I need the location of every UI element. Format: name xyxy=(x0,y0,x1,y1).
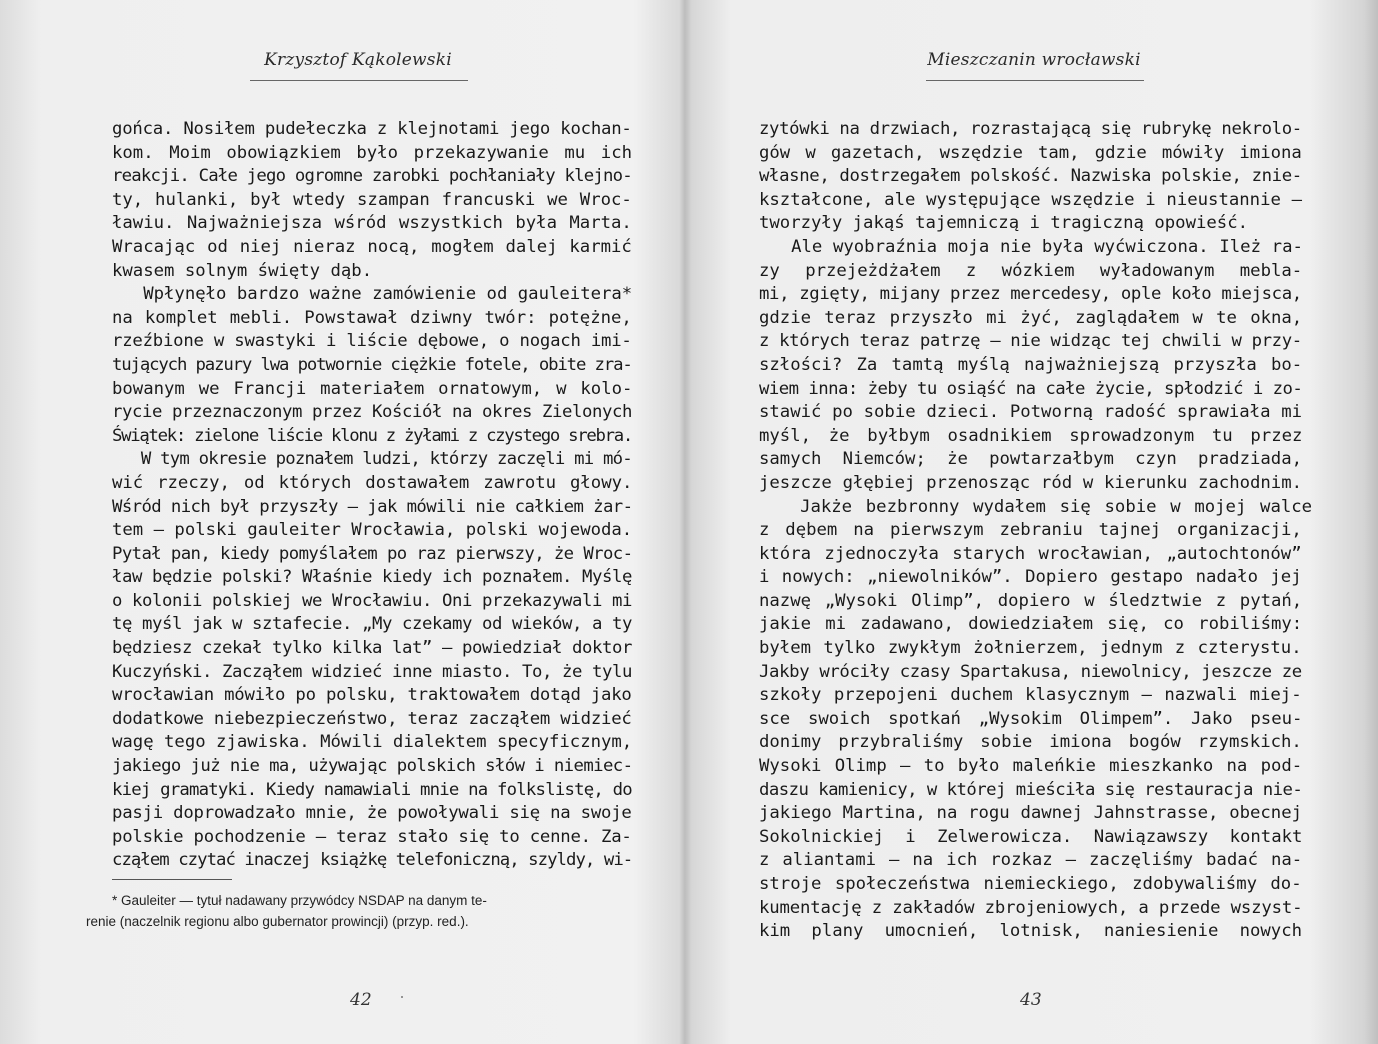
text-line: zy przejeżdżałem z wózkiem wyładowanym mebla- xyxy=(759,260,1303,281)
text-line: jakiego już nie ma, używając polskich słów i niemiec- xyxy=(112,756,633,777)
text-line: będziesz czekał tylko kilka lat” — powiedział doktor xyxy=(112,638,633,659)
text-line: Kuczyński. Zacząłem widzieć inne miasto. To, że tylu xyxy=(112,661,633,682)
text-line: Wysoki Olimp — to było maleńkie mieszkanko na pod- xyxy=(759,756,1303,777)
left-page xyxy=(0,0,688,1044)
text-line: myśl, że byłbym osadnikiem sprowadzonym tu przez xyxy=(759,425,1303,446)
text-line: kom. Moim obowiązkiem było przekazywanie mu ich xyxy=(112,142,632,163)
text-line: która zjednoczyła starych wrocławian, „autochtonów” xyxy=(759,543,1302,564)
text-line: rzeźbione w swastyki i liście dębowe, o nogach imi- xyxy=(112,331,632,352)
text-line: i nowych: „niewolników”. Dopiero gestapo nadało jej xyxy=(759,567,1302,588)
text-line: stawić po sobie dzieci. Potworną radość sprawiała mi xyxy=(759,402,1303,423)
text-line: Jakby wróciły czasy Spartakusa, niewolnicy, jeszcze ze xyxy=(759,661,1302,682)
header-rule xyxy=(926,80,1144,81)
text-line: kiej gramatyki. Kiedy namawiali mnie na folkslistę, do xyxy=(112,779,632,800)
text-line: tworzyły jakąś tajemniczą i tragiczną opowieść. xyxy=(759,213,1248,234)
text-line: Jakże bezbronny wydałem się sobie w mojej walce xyxy=(759,496,1313,517)
text-line: W tym okresie poznałem ludzi, którzy zaczęli mi mó- xyxy=(112,449,632,470)
text-line: sce swoich spotkań „Wysokim Olimpem”. Jako pseu- xyxy=(759,708,1303,729)
running-head-title: Mieszczanin wrocławski xyxy=(927,50,1141,70)
text-line: dodatkowe niebezpieczeństwo, teraz zacząłem widzieć xyxy=(112,708,632,729)
text-line: bowanym we Francji materiałem ornatowym, w kolo- xyxy=(112,378,633,399)
text-line: szkoły przepojeni duchem klasycznym — nazwali miej- xyxy=(759,685,1302,706)
text-line: jeszcze głębiej przenosząc ród w kierunku zachodnim. xyxy=(759,472,1303,493)
text-line: szłości? Za tamtą myślą najważniejszą przyszła bo- xyxy=(759,354,1303,375)
text-line: zytówki na drzwiach, rozrastającą się rubrykę nekrolo- xyxy=(759,119,1302,139)
text-line: Ale wyobraźnia moja nie była wyćwiczona. Ileż ra- xyxy=(759,236,1303,257)
page-number-right: 43 xyxy=(1020,990,1042,1010)
text-line: Wśród nich był przyszły — jak mówili nie całkiem żar- xyxy=(112,496,633,517)
text-line: gdzie teraz przyszło mi żyć, zaglądałem w te okna, xyxy=(759,307,1303,328)
text-line: tujących pazury lwa potwornie ciężkie fotele, obite zra- xyxy=(112,354,632,375)
text-line: wić rzeczy, od których dostawałem zawrotu głowy. xyxy=(112,472,633,493)
text-line: Pytał pan, kiedy pomyślałem po raz pierwszy, że Wroc- xyxy=(112,543,633,564)
text-line: z aliantami — na ich rozkaz — zaczęliśmy badać na- xyxy=(759,850,1303,871)
text-line: reakcji. Całe jego ogromne zarobki pochłaniały klejno- xyxy=(112,166,632,187)
text-line: wagę tego zjawiska. Mówili dialektem specyficznym, xyxy=(112,732,633,753)
text-line: z dębem na pierwszym zebraniu tajnej organizacji, xyxy=(759,520,1302,541)
paper-speck xyxy=(401,996,403,998)
text-line: Świątek: zielone liście klonu z żyłami z czystego srebra. xyxy=(112,425,633,446)
text-line: byłem tylko zwykłym żołnierzem, jednym z czterystu. xyxy=(759,638,1302,659)
text-line: pasji doprowadzało mnie, że powoływali się na swoje xyxy=(112,803,632,824)
text-line: renie (naczelnik regionu albo gubernator prowincji) (przyp. red.). xyxy=(86,914,469,929)
text-line: samych Niemców; że powtarzałbym czyn pradziada, xyxy=(759,449,1302,470)
footnote-rule xyxy=(112,879,232,880)
text-line: z których teraz patrzę — nie widząc tej chwili w przy- xyxy=(759,331,1302,352)
text-line: o kolonii polskiej we Wrocławiu. Oni przekazywali mi xyxy=(112,590,633,611)
text-line: Wracając od niej nieraz nocą, mogłem dalej karmić xyxy=(112,236,632,257)
text-line: własne, dostrzegałem polskość. Nazwiska polskie, znie- xyxy=(759,166,1302,187)
text-line: Sokolnickiej i Zelwerowicza. Nawiązawszy kontakt xyxy=(759,826,1303,847)
text-line: rycie przeznaczonym przez Kościół na okres Zielonych xyxy=(112,402,633,423)
text-line: tem — polski gauleiter Wrocławia, polski wojewoda. xyxy=(112,520,633,541)
text-line: na komplet mebli. Powstawał dziwny twór: potężne, xyxy=(112,307,632,328)
text-line: nazwę „Wysoki Olimp”, dopiero w śledztwie z pytań, xyxy=(759,590,1303,611)
header-rule xyxy=(250,80,468,81)
text-line: ławiu. Najważniejsza wśród wszystkich była Marta. xyxy=(112,213,632,234)
text-line: gów w gazetach, wszędzie tam, gdzie mówiły imiona xyxy=(759,142,1302,163)
text-line: ty, hulanki, był wtedy szampan francuski we Wroc- xyxy=(112,189,632,210)
text-line: kim plany umocnień, lotnisk, naniesienie nowych xyxy=(759,921,1302,942)
right-body-text xyxy=(759,118,1313,944)
text-line: mi, zgięty, mijany przez mercedesy, ople koło miejsca, xyxy=(759,284,1302,305)
text-line: daszu kamienicy, w której mieściła się restauracja nie- xyxy=(759,779,1303,800)
text-line: ław będzie polski? Właśnie kiedy ich poznałem. Myślę xyxy=(112,567,633,588)
text-line: wiem inna: żeby tu osiąść na całe życie, spłodzić i zo- xyxy=(759,378,1303,399)
text-line: donimy przybraliśmy sobie imiona bogów rzymskich. xyxy=(759,732,1302,753)
left-body-text xyxy=(112,118,632,873)
text-line: jakie mi zadawano, dowiedziałem się, co robiliśmy: xyxy=(759,614,1303,635)
text-line: kwasem solnym święty dąb. xyxy=(112,260,373,281)
right-page xyxy=(688,0,1378,1044)
text-line: Wpłynęło bardzo ważne zamówienie od gauleitera* xyxy=(112,284,633,305)
text-line: cząłem czytać inaczej książkę telefoniczną, szyldy, wi- xyxy=(112,850,633,871)
text-line: jakiego Martina, na rogu dawnej Jahnstrasse, obecnej xyxy=(759,803,1303,824)
footnote xyxy=(86,890,626,932)
text-line: stroje społeczeństwa niemieckiego, zdobywaliśmy do- xyxy=(759,874,1302,894)
text-line: kształcone, ale występujące wszędzie i nieustannie — xyxy=(759,189,1303,210)
text-line: polskie pochodzenie — teraz stało się to cenne. Za- xyxy=(112,826,632,847)
text-line: * Gauleiter — tytuł nadawany przywódcy NSDAP na danym te- xyxy=(112,893,487,908)
text-line: kumentację z zakładów zbrojeniowych, a przede wszyst- xyxy=(759,897,1303,918)
text-line: wrocławian mówiło po polsku, traktowałem dotąd jako xyxy=(112,685,632,706)
text-line: tę myśl jak w sztafecie. „My czekamy od wieków, a ty xyxy=(112,614,633,635)
text-line: gońca. Nosiłem pudełeczka z klejnotami jego kochan- xyxy=(112,119,632,139)
page-number-left: 42 xyxy=(350,990,372,1010)
running-head-author: Krzysztof Kąkolewski xyxy=(264,50,452,70)
